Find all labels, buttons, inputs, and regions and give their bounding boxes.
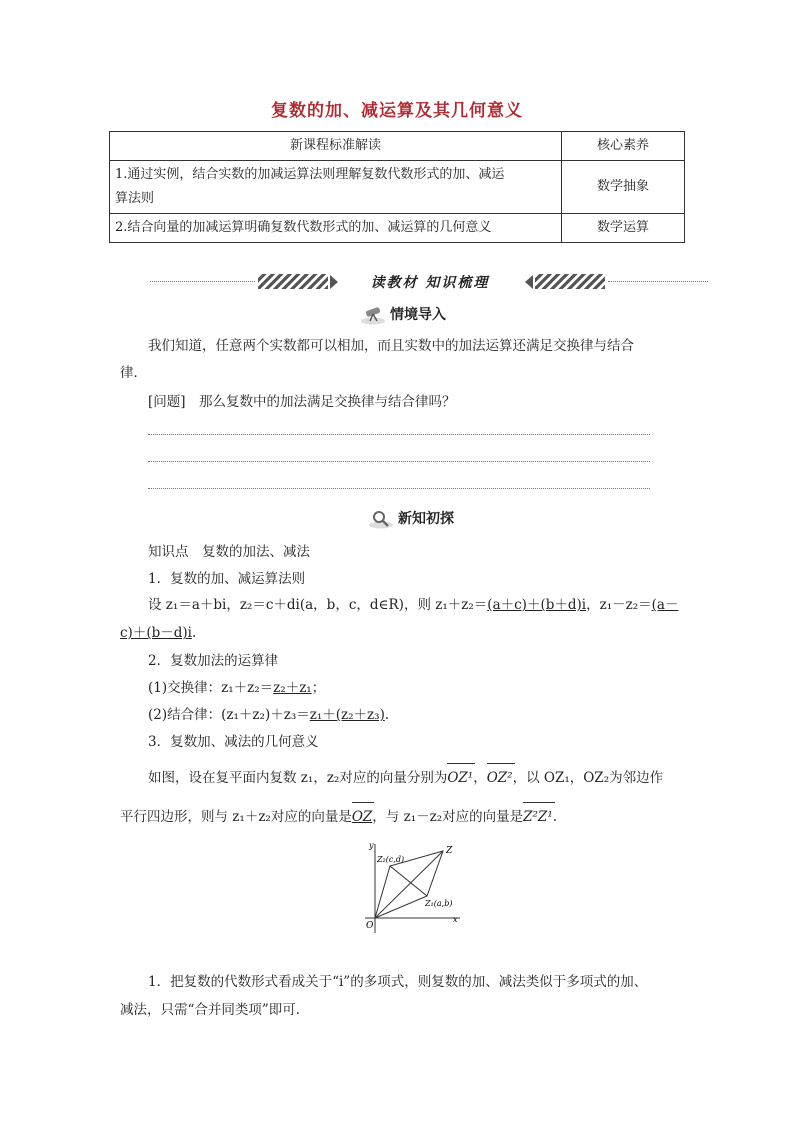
table-cell (110, 161, 562, 214)
x-axis-label: x (453, 915, 458, 924)
table-cell: 数学抽象 (562, 161, 685, 214)
table-header: 核心素养 (562, 132, 685, 161)
blank-answer: c)＋(b－d)i (120, 625, 192, 641)
arrow-right-icon (330, 275, 338, 289)
table-header: 新课程标准解读 (110, 132, 562, 161)
y-axis-label: y (369, 841, 374, 850)
section-title: 情境导入 (390, 307, 446, 323)
geometry-text: 平行四边形，则与 z₁＋z₂对应的向量是OZ，与 z₁－z₂对应的向量是Z²Z¹. (120, 804, 557, 830)
table-cell: 数学运算 (562, 214, 685, 243)
table-cell: 2.结合向量的加减运算明确复数代数形式的加、减运算的几何意义 (110, 214, 562, 243)
blank-answer: z₁＋(z₂＋z₃) (309, 707, 385, 723)
point-z-label: Z (446, 846, 453, 856)
curriculum-table (109, 131, 685, 243)
answer-line (148, 461, 650, 462)
law-text: (1)交换律：z₁＋z₂＝z₂＋z₁； (148, 680, 326, 696)
divider (150, 281, 255, 282)
subheading: 1．复数的加、减运算法则 (148, 571, 306, 587)
blank-answer: (a－ (651, 597, 679, 613)
law-text: (2)结合律：(z₁＋z₂)＋z₃＝z₁＋(z₂＋z₃). (148, 707, 390, 723)
geometry-text-part: ，以 OZ₁，OZ₂为邻边作 (512, 770, 664, 786)
blank-answer: z₂＋z₁ (273, 680, 312, 696)
subheading: 3．复数加、减法的几何意义 (148, 734, 319, 750)
table-row (110, 214, 685, 243)
blank-answer: (a＋c)＋(b＋d)i (487, 597, 587, 613)
section-banner (150, 272, 710, 292)
origin-label: O (366, 921, 374, 931)
banner-title: 读教材 知识梳理 (370, 275, 490, 291)
stripe-decoration (535, 274, 605, 289)
rule-text-part: ，z₁－z₂＝ (586, 597, 652, 613)
table-cell-text: 算法则 (115, 191, 155, 206)
section-heading-new-knowledge (368, 508, 454, 529)
divider (608, 281, 708, 282)
intro-text: 我们知道，任意两个实数都可以相加，而且实数中的加法运算还满足交换律与结合 (148, 338, 634, 354)
point-z2-label: Z₂(c,d) (377, 855, 405, 864)
parallelogram-figure (355, 838, 465, 938)
geometry-text-part: 平行四边形，则与 z₁＋z₂对应的向量是 (120, 809, 352, 825)
law-text-part: (1)交换律：z₁＋z₂＝ (148, 680, 274, 696)
geometry-text: 如图，设在复平面内复数 z₁，z₂对应的向量分别为OZ¹，OZ²，以 OZ₁，OZ₂为邻边作 (148, 765, 663, 791)
section-title: 新知初探 (398, 511, 454, 527)
intro-text: 律． (120, 365, 147, 381)
table-cell-text: 1.通过实例，结合实数的加减运算法则理解复数代数形式的加、减运 (115, 167, 505, 182)
table-header-row (110, 132, 685, 161)
vector-oz1: OZ¹ (447, 765, 473, 791)
diagonal-z2z1 (390, 866, 427, 896)
law-text-part: (2)结合律：(z₁＋z₂)＋z₃＝ (148, 707, 310, 723)
knowledge-point: 知识点 复数的加法、减法 (148, 544, 310, 560)
rule-text: c)＋(b－d)i. (120, 625, 197, 641)
magnifier-icon (368, 509, 394, 529)
stripe-decoration (258, 274, 328, 289)
vector-z2z1: Z²Z¹ (523, 804, 553, 830)
geometry-text-part: ，与 z₁－z₂对应的向量是 (372, 809, 524, 825)
page-title: 复数的加、减运算及其几何意义 (271, 101, 523, 121)
answer-line (148, 488, 650, 489)
vector-oz: OZ (352, 804, 372, 830)
note-text: 1．把复数的代数形式看成关于“i”的多项式，则复数的加、减法类似于多项式的加、 (148, 974, 648, 990)
telescope-icon (360, 305, 386, 325)
vector-oz2: OZ² (487, 765, 513, 791)
section-heading-scenario (360, 304, 446, 325)
geometry-text-part: 如图，设在复平面内复数 z₁，z₂对应的向量分别为 (148, 770, 448, 786)
note-text: 减法，只需“合并同类项”即可． (120, 1002, 310, 1018)
answer-line (148, 434, 650, 435)
point-z1-label: Z₁(a,b) (425, 899, 453, 908)
rule-text-part: 设 z₁＝a＋bi，z₂＝c＋di(a，b，c，d∈R)，则 z₁＋z₂＝ (148, 597, 488, 613)
subheading: 2．复数加法的运算律 (148, 653, 279, 669)
question-text: [问题] 那么复数中的加法满足交换律与结合律吗？ (148, 394, 456, 410)
table-row (110, 161, 685, 214)
rule-text (148, 592, 678, 618)
arrow-left-icon (525, 275, 533, 289)
